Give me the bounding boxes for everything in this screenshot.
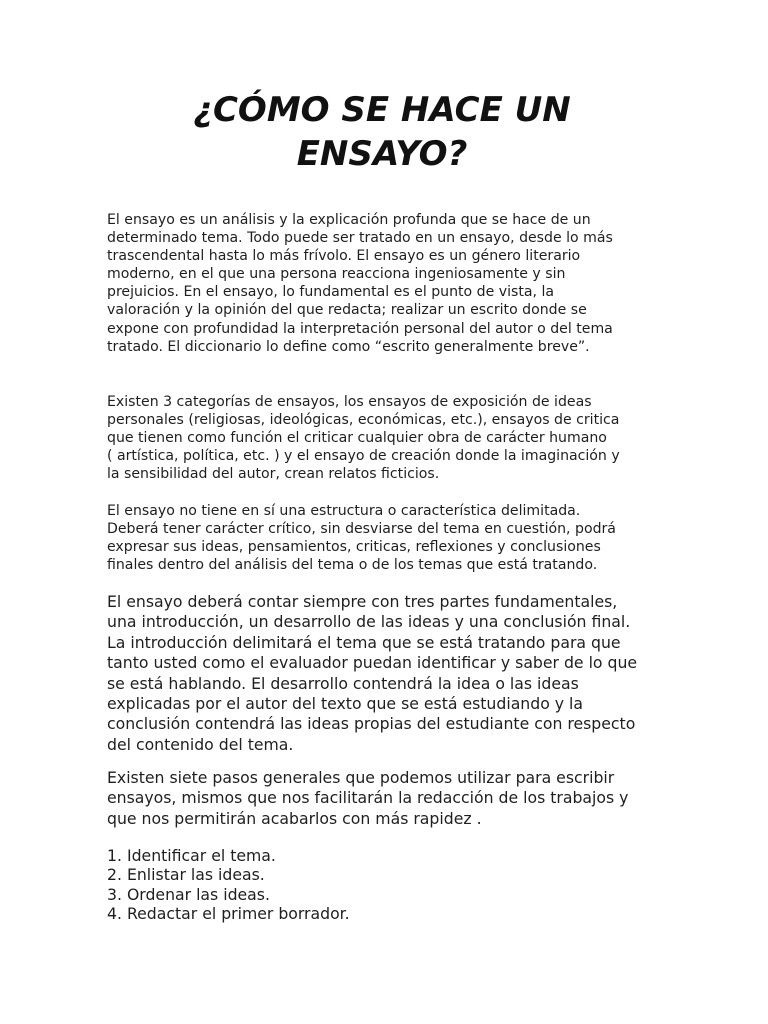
list-item: 3. Ordenar las ideas.: [107, 884, 270, 904]
steps-list: [107, 846, 350, 924]
list-item: 2. Enlistar las ideas.: [107, 865, 265, 885]
document-title: ¿CÓMO SE HACE UN ENSAYO?: [193, 90, 571, 174]
paragraph-steps-intro: Existen siete pasos generales que podemos utilizar para escribir ensayos, mismos que nos facilitarán la redacción de los trabajos y que nos permitirán acabarlos con más rapidez .: [107, 768, 629, 828]
list-item: 1. Identificar el tema.: [107, 846, 276, 865]
paragraph-structure: El ensayo no tiene en sí una estructura o característica delimitada. Deberá tener carácter crítico, sin desviarse del tema en cuestión, podrá expresar sus ideas, pensamientos, criticas, reflexiones y conclusiones finales dentro del análisis del tema o de los temas que está tratando.: [107, 503, 616, 574]
paragraph-categories: Existen 3 categorías de ensayos, los ensayos de exposición de ideas personales (religiosas, ideológicas, económicas, etc.), ensayos de critica que tienen como función el criticar cualquier obra de carácter humano ( artística, política, etc. ) y el ensayo de creación donde la imaginación y la sensibilidad del autor, crean relatos ficticios.: [107, 394, 620, 483]
paragraph-parts: El ensayo deberá contar siempre con tres partes fundamentales, una introducción, un desarrollo de las ideas y una conclusión final. La introducción delimitará el tema que se está tratando para que tanto usted como el evaluador puedan identificar y saber de lo que se está hablando. El desarrollo contendrá la idea o las ideas explicadas por el autor del texto que se está estudiando y la conclusión contendrá las ideas propias del estudiante con respecto del contenido del tema.: [107, 592, 638, 754]
paragraph-definition: El ensayo es un análisis y la explicación profunda que se hace de un determinado tema. Todo puede ser tratado en un ensayo, desde lo más trascendental hasta lo más frívolo. El ensayo es un género literario moderno, en el que una persona reacciona ingeniosamente y sin prejuicios. En el ensayo, lo fundamental es el punto de vista, la valoración y la opinión del que redacta; realizar un escrito donde se expone con profundidad la interpretación personal del autor o del tema tratado. El diccionario lo define como “escrito generalmente breve”.: [107, 212, 613, 355]
list-item: 4. Redactar el primer borrador.: [107, 904, 350, 924]
